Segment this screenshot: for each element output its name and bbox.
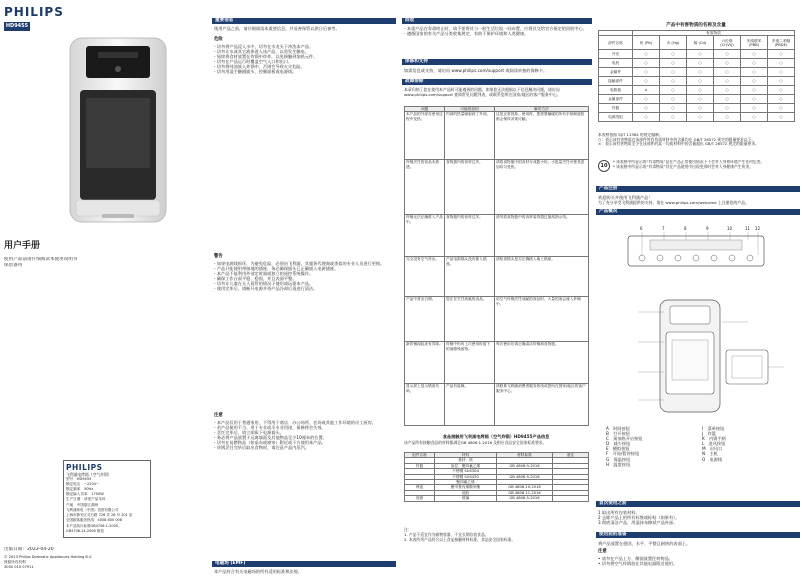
section-guarantee: 保修和支持: [402, 59, 592, 65]
label-maker: 上海市静安区灵石路 726 弄 28 号 201 室: [66, 512, 133, 517]
table-row: 基材：铁: [405, 458, 589, 463]
fryer-parts-image: [598, 292, 794, 422]
recycle-item: - 本重产品在寿命终止时，请不要将其与一般生活垃圾一同弃置，应将其交给官方指定的回收中心。: [404, 26, 587, 31]
important-body: [214, 26, 392, 31]
label-standard: 本产品执行标准GB4706.1-2005,: [66, 523, 120, 528]
model-badge: HD9455: [5, 23, 29, 29]
label-brand: PHILIPS: [66, 463, 103, 472]
table-row: 电源线组 ○ ○ ○ ○ ○ ○: [599, 113, 795, 122]
manual-title: 用户手册: [4, 241, 41, 251]
danger-item: - 切勿将产品浸入水中，切勿在水龙头下冲洗本产品。: [214, 44, 314, 49]
warning-item: - 确保工作台面平稳、稳固，并且表面平整。: [214, 276, 297, 282]
part-item: G 保温按钮: [606, 456, 631, 462]
table-row: 炸篮 ○ ○ ○ ○ ○ ○: [599, 104, 795, 113]
part-item: C 预加热开启按钮: [606, 436, 643, 442]
efup-notes: * 该表格中所显示的“有毒物质”是在产品正常使用情况下不会对人身和环境产生任何危害。 * 该表格中所显示的“有毒物质”其在产品使用中出现变形时会对人身健康产生伤害。: [613, 160, 765, 169]
display-label: 10: [727, 226, 733, 231]
label-maker: 飞利浦家电（中国）投资有限公司: [66, 507, 119, 512]
food-contact-intro: 该产品所有接触食品的材料都满足GB 4806.1-2016 及相应食品安全国家标准要求。: [404, 440, 547, 445]
hazardous-title: 产品中有害物质的名称及含量: [666, 23, 726, 28]
section-register: 产品注册: [596, 186, 800, 192]
section-troubleshooting: 故障排除: [402, 79, 592, 85]
section-first-use: 首次使用之前: [596, 501, 800, 507]
warning-item: - 切勿让儿童在无人看管的情况下使用或玩耍本产品。: [214, 281, 314, 287]
part-item: F 开始/暂停按钮: [606, 451, 640, 457]
label-standard: GB4706.14-2008 制造: [66, 529, 104, 534]
table-row: 视窗 玻璃 GB 4806.5-2016: [405, 496, 589, 501]
troubleshooting-table: [404, 106, 588, 426]
table-row: 显示屏上显示错误代码。 产品有故障。 请联系飞利浦消费者服务热线或您所在国家/地区的客户服务中心。: [405, 384, 589, 426]
col-material: 材料: [435, 453, 497, 458]
part-item: B 打开按钮: [606, 431, 630, 437]
table-row: 聚四氟乙烯: [405, 480, 589, 485]
emf-text: 本产品符合有关电磁场的所有适用标准和法规。: [214, 569, 302, 574]
troubleshooting-intro: 本章归纳了您在使用本产品时可能遇到的问题。如果您无法根据以下信息解决问题，请访问 www.philips.com/support 查阅常见问题列表，或联系您所在国家/地区的客户服务中心。: [404, 87, 561, 97]
label-maker: 全国顾客服务热线：4008 800 008: [66, 517, 122, 522]
table-row: 本产品的外部在使用过程中变热。 内部的热量辐射到了外部。 这是正常现象。使用时，您需要触碰的所有手柄和旋钮都会保持凉爽可触。: [405, 112, 589, 160]
hazardous-notes: 本表格依据 SJ/T 11364 的规定编制。 ○：表示该有害物质在该部件所有均质材料中的含量均在 GB/T 26572 规定的限量要求以下。 ×：表示该有害物质至少在该部件的某一均质材料中的含量超出 GB/T 26572 规定的限量要求。: [598, 133, 759, 147]
warning-item: - 如果电源线损坏，为避免危险，必须由飞利浦、其服务代理商或类似的专业人员进行更换。: [214, 261, 385, 266]
heading-danger: 危险: [214, 37, 223, 42]
table-row: 炸锅无法正确推入产品中。 食物篮内的食材过多。 请勿将食物篮中的食材装得超过最高指示线。: [405, 215, 589, 257]
display-label: 12: [755, 226, 761, 231]
danger-item: - 切勿用湿手触摸插头、控制面板或电源线。: [214, 69, 297, 75]
table-row: 烤盘 聚甲基丙烯酸甲酯 GB 4806.10-2016: [405, 485, 589, 490]
parts-list-right: [702, 426, 792, 462]
col-solution: 解决方法: [495, 107, 589, 112]
table-row: 电路板 × ○ ○ ○ ○ ○: [599, 86, 795, 95]
display-label: 8: [684, 226, 687, 231]
col-component: 组件名称: [405, 453, 435, 458]
cover-subtitle-1: 使用产品前请仔细阅读本使用说明书: [4, 257, 78, 262]
section-emf: 电磁场 (EMF): [212, 561, 396, 567]
label-row: 额定电压 ~220V~: [66, 482, 100, 487]
warning-item: - 本产品不能利用外部定时器或独立的遥控系统操作。: [214, 271, 314, 277]
parts-list-left: [606, 426, 696, 467]
first-use-steps: 1 取出所有包装材料。 2 去除产品上的所有标签或标贴（如果有）。 3 彻底清洁产品，用湿抹布擦拭产品外部。: [598, 510, 680, 526]
table-row: 不锈钢 SUS304: [405, 469, 589, 474]
table-row: 新炸锅闻起来有异味。 炸锅中仍有上次使用时留下的油脂残留物。 每次使用后请正确清洁炸锅和食物篮。: [405, 342, 589, 384]
table-row: 金属件 ○ ○ ○ ○ ○ ○: [599, 68, 795, 77]
part-item: A 时间按钮: [606, 426, 630, 431]
hazardous-table: 有害物质 部件名称 铅 (Pb) 汞 (Hg) 镉 (Cd) 六价铬 (Cr(VI)) 多溴联苯 (PBB) 多溴二苯醚 (PBDE) 外壳 ○ ○ ○ ○ ○ ○ 电机 ○ ○ ○ ○ ○ ○ 金属件 ○ ○ ○ ○ ○ ○ 接触部件 ○ ○ ○ ○ ○ ○ 电路板 × ○ ○ ○ ○ ○ 金属部件 ○ ○ ○ ○ ○ ○ 炸篮 ○ ○ ○ ○ ○ ○ 电源线组 ○ ○ ○ ○ ○ ○: [598, 30, 794, 122]
copyright-1: © 2023 Philips Domestic Appliances Holding B.V.: [4, 555, 93, 559]
copyright-2: 保留所有权利: [4, 560, 26, 564]
part-item: E 模拟按钮: [606, 446, 630, 452]
display-label: 11: [745, 226, 751, 231]
col-standard: 材料标准: [497, 453, 553, 458]
table-row: 炸锅烹饪的食品未熟透。 食物篮内的食材过多。 请将食物篮中的食材分成数小份。小批量烹饪可使其更加均匀受热。: [405, 160, 589, 215]
caution-item: - 炸锅烹饪完毕后取出食物时，请注意产品内蒸汽。: [214, 445, 309, 451]
table-row: 金属部件 ○ ○ ○ ○ ○ ○: [599, 95, 795, 104]
part-item: D 减少按钮: [606, 441, 631, 447]
display-label: 9: [706, 226, 709, 231]
section-recycle: 回收: [402, 18, 592, 24]
guarantee-text: 如需信息或支持，请访问 www.philips.com/support 或阅读单独的保修卡。: [404, 68, 548, 73]
warning-item: - 使用完毕后，请断开电源并待产品冷却后再进行清洁。: [214, 286, 318, 292]
prep-text: 将产品放置在稳固、水平、平整且耐热的表面上。: [598, 541, 691, 546]
display-label: 7: [662, 226, 665, 231]
table-row: 外壳 ○ ○ ○ ○ ○ ○: [599, 50, 795, 59]
caution-item: - 本产品仅用于普通家用，不得用于商店、办公场所、农场或其他工作环境的员工厨房。: [214, 420, 376, 425]
food-contact-notes: 注： 1. 产品不适宜作为储物容器，不宜长期存放食品。 2. 本表所列产品符合以上食品接触材料标准，食品安全国家标准。: [404, 527, 516, 543]
col-cause: 可能的原因: [445, 107, 495, 112]
caution-list: [214, 420, 392, 550]
section-overview: 产品概况: [596, 209, 800, 215]
warning-list: [214, 261, 392, 381]
hazard-group-header: 有害物质: [633, 31, 795, 36]
heading-caution: 注意: [214, 413, 223, 418]
part-item: O 电源线: [702, 456, 723, 462]
product-label: [63, 460, 151, 538]
food-contact-table: [404, 452, 588, 502]
label-row: 产地 中国浙江湖州: [66, 502, 99, 507]
part-item: M 出风口: [702, 446, 723, 452]
efup-logo-icon: 10: [598, 160, 610, 172]
brand-logo: PHILIPS: [4, 5, 64, 19]
note-list: • 请勿在产品上方、侧面放置任何物品。 • 切勿将空气炸锅放在其他电器附近使用。: [598, 556, 678, 567]
register-body: 欢迎购买并使用飞利浦产品！ 为了充分享受飞利浦提供的支持，请在 www.philips.com/welcome 上注册您的产品。: [598, 195, 750, 206]
label-row: 额定输入功率 1700W: [66, 492, 104, 497]
warning-item: - 产品只能使用带接地的插座，务必确保插头已正确插入电源插座。: [214, 266, 339, 272]
table-row: 不锈钢 SUS430 GB 4806.9-2016: [405, 474, 589, 479]
cover-subtitle-2: 保留备用: [4, 263, 23, 268]
heading-warning: 警告: [214, 254, 223, 259]
part-item: H 温度按钮: [606, 461, 631, 467]
publish-date: 出版日期：2023-04-20: [4, 547, 54, 552]
table-row: 完全没有空气炸出。 产品电源插头没有插入插座。 请检查插头是否正确插入墙上插座。: [405, 257, 589, 297]
table-row: 炸篮 涂层：聚四氟乙烯 GB 4806.9-2016: [405, 463, 589, 468]
danger-item: - 始终将食材放置在炸锅中炸炸，以免接触到加热元件。: [214, 54, 318, 60]
caution-item: - 切勿在易燃物品（如桌布或窗帘）附近或下方使用本产品。: [214, 440, 326, 446]
table-row: 硅胶 GB 4806.11-2016: [405, 490, 589, 495]
table-row: 接触部件 ○ ○ ○ ○ ○ ○: [599, 77, 795, 86]
part-item: K 内锅手柄: [702, 436, 726, 442]
label-row: 额定频率 50Hz: [66, 487, 94, 492]
part-item: L 进风按钮: [702, 441, 726, 447]
control-panel-image: [598, 220, 794, 290]
caution-item: - 务必将产品放置于远离墙面及其他物品至少10厘米的位置。: [214, 435, 327, 441]
caution-item: - 烹饪完毕后，请立即拔下电源插头。: [214, 430, 284, 436]
danger-item: - 切勿将纯油放入炸锅中，否则会导致火灾危险。: [214, 64, 305, 70]
recycle-item: - 遵循国家的有关产品分类收集规定，有助于保护环境和人类健康。: [404, 31, 529, 37]
part-item: J 炸篮: [702, 431, 716, 437]
col-remark: 备注: [553, 453, 589, 458]
label-row: 生产日期 请见产品本体: [66, 497, 106, 502]
food-contact-title: 食品接触用飞利浦电烤箱（空气炸锅）HD9455产品信息: [442, 434, 550, 439]
col-problem: 问题: [405, 107, 445, 112]
display-label: 6: [640, 226, 643, 231]
important-intro: 使用产品之前，请仔细阅读本重要信息，并妥善保管以供日后参考。: [214, 26, 340, 31]
part-item: I 菜单按钮: [702, 426, 725, 431]
danger-list: [214, 44, 392, 194]
heading-note: 注意: [598, 549, 607, 554]
table-row: 产品中冒出白烟。 您正在烹饪油腻的食品。 用空气炸锅烹饪油腻的食品时，大量的油会流入炸锅中。: [405, 297, 589, 342]
label-row: 型号 HD9455: [66, 477, 92, 482]
danger-item: - 切勿在产品运行时覆盖空气入口和出口。: [214, 59, 293, 65]
label-product-name: 飞利浦电烤箱（空气炸锅）: [66, 472, 112, 477]
air-fryer-image: [58, 32, 178, 228]
table-row: 电机 ○ ○ ○ ○ ○ ○: [599, 59, 795, 68]
danger-item: - 切勿让水或其它液体进入该产品，以免发生触电。: [214, 49, 309, 55]
section-important: 重要信息: [212, 18, 396, 24]
copyright-3: 3000 010 07911: [4, 565, 34, 569]
section-prep: 使用前的准备: [596, 532, 800, 538]
recycle-body: [404, 26, 588, 36]
caution-item: - 若产品使用不当、用于专业或半专业用途，保修将会失效。: [214, 425, 326, 431]
part-item: N 主机: [702, 451, 718, 457]
